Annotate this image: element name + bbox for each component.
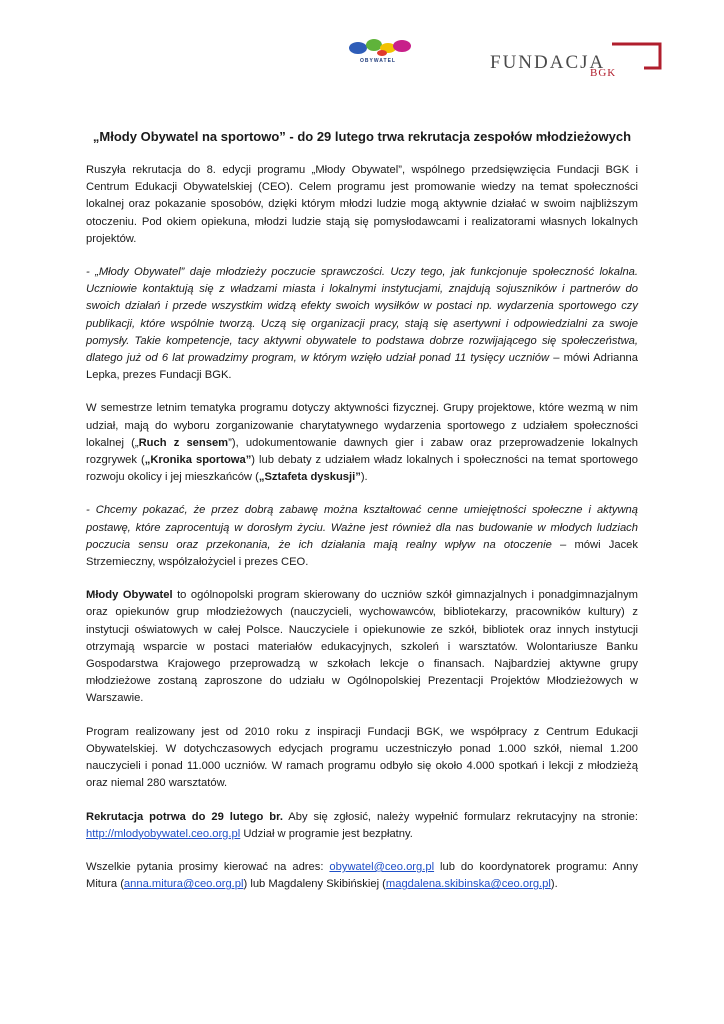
logo-bgk-word: FUNDACJA xyxy=(490,52,606,73)
text-span: ) lub debaty z udziałem władz lokalnych i społeczności na temat sportowego rozwoju okolicy i jej mieszkańców ( xyxy=(86,454,639,484)
logo-blob-green xyxy=(366,39,382,51)
contact-paragraph xyxy=(86,859,638,893)
recruitment-paragraph xyxy=(86,809,638,843)
text-span: ) lub Magdaleny Skibińskiej ( xyxy=(243,878,386,891)
text-span: Wszelkie pytania prosimy kierować na adres: xyxy=(86,860,330,873)
logo-bgk-sub: BGK xyxy=(590,67,617,79)
project-name-sztafeta: „Sztafeta dyskusji” xyxy=(258,471,361,484)
intro-paragraph: Ruszyła rekrutacja do 8. edycji programu „Młody Obywatel”, wspólnego przedsięwzięcia Fundacji BGK i Centrum Edukacji Obywatelskiej (CEO). Celem programu jest promowanie wiedzy na temat społeczności lokalnej oraz pokazanie sposobów, dzięki którym młodzi ludzie mogą aktywnie działać w swoim najbliższym otoczeniu. Pod okiem opiekuna, młodzi ludzie stają się pomysłodawcami i realizatorami własnych lokalnych projektów. xyxy=(86,164,638,245)
text-span: Udział w programie jest bezpłatny. xyxy=(240,827,413,840)
text-span: ”), udokumentowanie dawnych gier i zabaw oraz przeprowadzenie lokalnych rozgrywek ( xyxy=(86,436,639,467)
quote-text: - „Młody Obywatel” daje młodzieży poczucie sprawczości. Uczy tego, jak funkcjonuje społeczność lokalna. Uczniowie kontaktują się z władzami miasta i lokalnymi instytucjami, znajdują sojuszników i partnerów do swoich działań i przede wszystkim widzą efekty swoich wysiłków w postaci np. wydarzenia sportowego czy publikacji, które wspólnie tworzą. Uczą się organizacji pracy, stają się asertywni i odpowiedzialni za swoje pomysły. Takie kompetencje, tacy aktywni obywatele to podstawa dobrze rozwijającego się społeczeństwa, dlatego już od 6 lat prowadzimy program, w którym wzięło udział ponad 11 tysięcy uczniów xyxy=(86,266,638,365)
text-span: W semestrze letnim tematyka programu dotyczy aktywności fizycznej. Grupy projektowe, które wezmą w nim udział, mają do wyboru zorganizowanie charytatywnego wydarzenia sportowego z udziałem społeczności lokalnej („ xyxy=(86,402,638,449)
email-link-obywatel[interactable]: obywatel@ceo.org.pl xyxy=(329,860,435,873)
quote-attribution: – mówi Jacek Strzemieczny, współzałożyciel i prezes CEO. xyxy=(86,538,638,569)
page-title: „Młody Obywatel na sportowo” - do 29 lutego trwa rekrutacja zespołów młodzieżowych xyxy=(92,129,632,144)
email-link-skibinska[interactable]: magdalena.skibinska@ceo.org.pl xyxy=(385,878,551,891)
program-history-paragraph: Program realizowany jest od 2010 roku z inspiracji Fundacji BGK, we współpracy z Centrum Edukacji Obywatelskiej. W dotychczasowych edycjach programu uczestniczyło ponad 1.000 szkół, niemal 1.200 nauczycieli i ponad 11.000 uczniów. W ramach programu odbyło się około 4.000 spotkań i lekcji z młodzieżą oraz niemal 280 warsztatów. xyxy=(86,725,638,790)
text-span: ). xyxy=(550,878,558,891)
text-span: to ogólnopolski program skierowany do uczniów szkół gimnazjalnych i ponadgimnazjalnym oraz opiekunów grup młodzieżowych (nauczycieli, wychowawców, bibliotekarzy, pracowników kultury) z instytucji oświatowych w całej Polsce. Nauczyciele i opiekunowie ze szkół, bibliotek oraz innych instytucji otrzymają wsparcie w postaci materiałów edukacyjnych, szkoleń i warsztatów. Wolontariusze Banku Gospodarstwa Krajowego przeprowadzą w szkołach lekcje o finansach. Najbardziej aktywne grupy młodzieżowe zostaną zaproszone do udziału w Ogólnopolskiej Prezentacji Projektów Młodzieżowych w Warszawie. xyxy=(86,589,638,705)
text-span: lub do koordynatorek programu: Anny Mitura ( xyxy=(86,860,638,891)
recruitment-deadline: Rekrutacja potrwa do 29 lutego br. xyxy=(86,810,283,823)
text-span: Aby się zgłosić, należy wypełnić formularz rekrutacyjny na stronie: xyxy=(282,810,638,823)
project-name-ruch: Ruch z sensem xyxy=(138,436,229,449)
quote-paragraph-strzemieczny xyxy=(86,502,638,571)
program-website-link[interactable]: http://mlodyobywatel.ceo.org.pl xyxy=(86,827,241,840)
program-description-paragraph xyxy=(86,587,638,707)
logo-blob-magenta xyxy=(393,40,411,52)
quote-text: - Chcemy pokazać, że przez dobrą zabawę można kształtować cenne umiejętności społeczne i aktywną postawę, które zaprocentują w dorosłym życiu. Ważne jest również dla nas budowanie w młodych ludziach poczucia sensu oraz przekonania, że ich działania mają realny wpływ na otoczenie xyxy=(86,504,638,551)
theme-paragraph xyxy=(86,400,638,486)
project-name-kronika: „Kronika sportowa” xyxy=(144,454,252,467)
logo-obywatel-label: OBYWATEL xyxy=(360,58,396,64)
logo-blob-red xyxy=(377,50,387,56)
email-link-mitura[interactable]: anna.mitura@ceo.org.pl xyxy=(123,878,244,891)
article-body xyxy=(86,162,638,909)
text-span: ). xyxy=(360,471,368,484)
program-name: Młody Obywatel xyxy=(86,589,173,602)
logo-blob-blue xyxy=(349,42,367,54)
quote-paragraph-lepka xyxy=(86,264,638,384)
quote-attribution: – mówi Adrianna Lepka, prezes Fundacji BGK. xyxy=(86,352,638,382)
